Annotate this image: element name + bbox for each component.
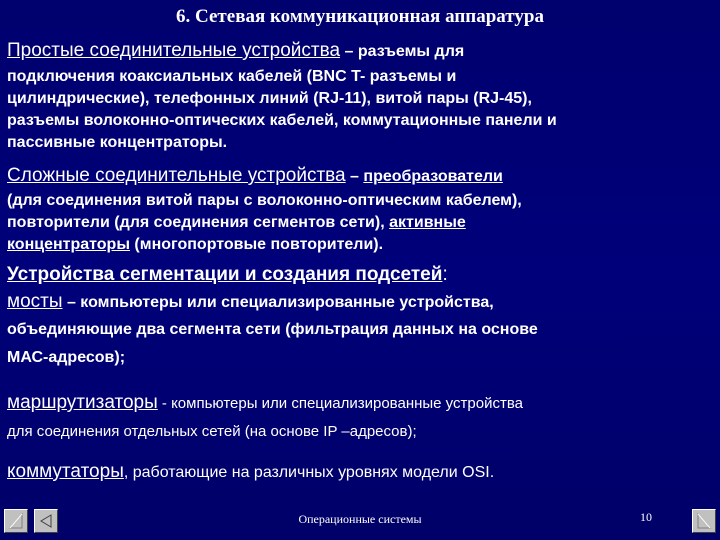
routers-term: маршрутизаторы (7, 392, 158, 413)
simple-devices-line-3: разъемы волоконно-оптических кабелей, коммутационные панели и (7, 112, 557, 129)
segmentation-block (7, 264, 713, 369)
active-term: активные (389, 214, 466, 231)
complex-devices-dash: – (345, 168, 364, 185)
segmentation-heading: Устройства сегментации и создания подсетей (7, 264, 443, 285)
simple-devices-dash: – разъемы для (340, 43, 465, 60)
converters-term: преобразователи (363, 168, 503, 185)
switches-block (7, 461, 713, 484)
bridges-line-3: МАС-адресов); (7, 349, 126, 366)
complex-devices-heading-line (7, 165, 713, 188)
simple-devices-line-2: цилиндрические), телефонных линий (RJ-11), витой пары (RJ-45), (7, 90, 532, 107)
bridges-line-1 (7, 291, 713, 314)
simple-devices-heading-line (7, 40, 713, 63)
complex-devices-block (7, 165, 713, 256)
routers-line-1 (7, 392, 713, 415)
routers-text: - компьютеры или специализированные устройства (157, 395, 523, 412)
routers-line-2: для соединения отдельных сетей (на основе IP –адресов); (7, 423, 417, 440)
bridges-line-2: объединяющие два сегмента сети (фильтрация данных на основе (7, 321, 538, 338)
complex-devices-line-2 (7, 212, 713, 234)
complex-devices-heading: Сложные соединительные устройства (7, 165, 346, 186)
switches-text: , работающие на различных уровнях модели OSI. (123, 464, 495, 481)
simple-devices-heading: Простые соединительные устройства (7, 40, 341, 61)
switches-term: коммутаторы (7, 461, 124, 482)
routers-block (7, 392, 713, 443)
bridges-text: – компьютеры или специализированные устройства, (62, 294, 494, 311)
footer-course-title: Операционные системы (298, 512, 422, 526)
repeaters-text: повторители (для соединения сегментов сети), (7, 214, 390, 231)
simple-devices-line-4: пассивные концентраторы. (7, 134, 228, 151)
complex-devices-line-3 (7, 234, 713, 256)
hubs-text: (многопортовые повторители). (129, 236, 384, 253)
complex-devices-line-1: (для соединения витой пары с волоконно-оптическим кабелем), (7, 192, 522, 209)
hubs-term: концентраторы (7, 236, 130, 253)
simple-devices-block (7, 40, 713, 154)
page-number: 10 (640, 510, 652, 524)
segmentation-heading-line (7, 264, 713, 287)
slide-title: 6. Сетевая коммуникационная аппаратура (176, 6, 544, 27)
simple-devices-line-1: подключения коаксиальных кабелей (BNC T- разъемы и (7, 68, 457, 85)
bridges-term: мосты (7, 291, 63, 312)
segmentation-colon: : (442, 264, 448, 285)
switches-line (7, 461, 713, 484)
